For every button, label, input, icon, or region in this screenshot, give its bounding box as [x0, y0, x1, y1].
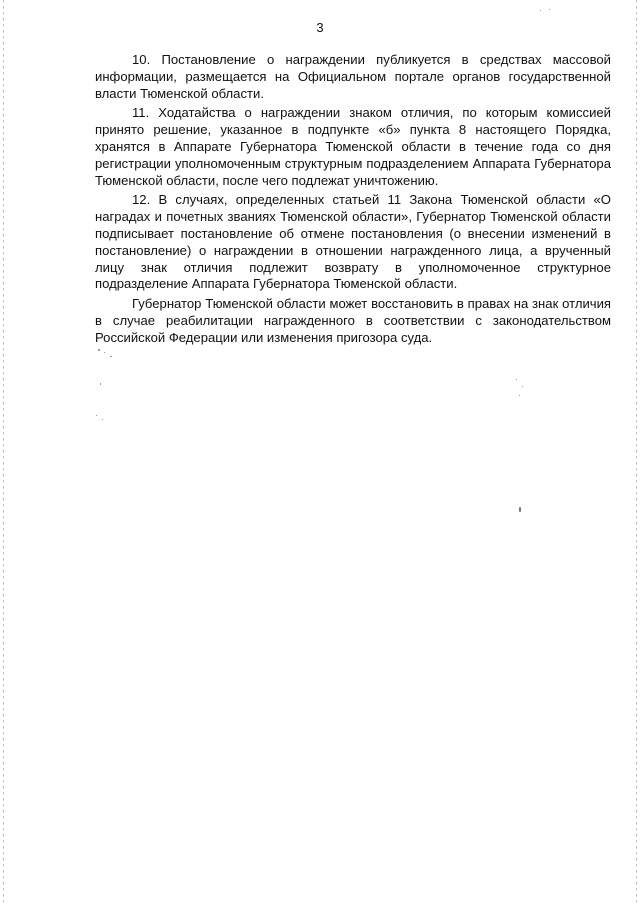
paragraph-11: 11. Ходатайства о награждении знаком отличия, по которым комиссией принято решение, указанное в подпункте «б» пункта 8 настоящего Порядка, хранятся в Аппарате Губернатора Тюменской области в течение года со дня регистрации уполномоченным структурным подразделением Аппарата Губернатора Тюменской области, после чего подлежат уничтожению.	[95, 105, 611, 188]
paragraph-12: 12. В случаях, определенных статьей 11 Закона Тюменской области «О наградах и почетных званиях Тюменской области», Губернатор Тюменской области подписывает постановление об отмене постановления (о внесении изменений в постановление) о награждении в отношении награжденного лица, а врученный лицу знак отличия подлежит возврату в уполномоченное структурное подразделение Аппарата Губернатора Тюменской области.	[95, 192, 611, 292]
paragraph-governor: Губернатор Тюменской области может восстановить в правах на знак отличия в случае реабилитации награжденного в соответствии с законодательством Российской Федерации или изменения пригозора суда.	[95, 296, 611, 345]
scan-edge-left	[3, 0, 4, 905]
paragraph-10: 10. Постановление о награждении публикуется в средствах массовой информации, размещается на Официальном портале органов государственной власти Тюменской области.	[95, 52, 611, 101]
page-number: 3	[316, 20, 324, 35]
document-body	[95, 52, 611, 350]
scan-edge-right	[636, 0, 637, 905]
